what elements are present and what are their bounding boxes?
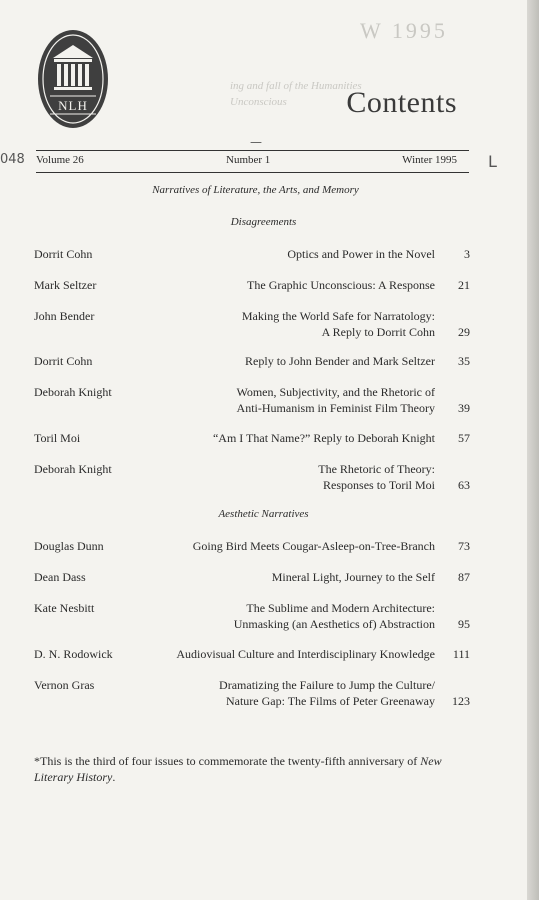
entry-title-line: “Am I That Name?” Reply to Deborah Knight	[212, 431, 435, 445]
entry-author: Kate Nesbitt	[34, 601, 95, 615]
bleed-through-text: ing and fall of the Humanities Unconscious	[230, 80, 362, 108]
entry-author: Deborah Knight	[34, 385, 112, 399]
entry-title	[242, 308, 435, 340]
entry-title	[272, 569, 435, 585]
logo-letters: NLH	[58, 98, 88, 113]
entry-page-number: 57	[458, 431, 470, 445]
entry-title	[287, 246, 435, 262]
entry-author: Dean Dass	[34, 570, 86, 584]
entry-title	[318, 461, 435, 493]
entry-title	[193, 538, 435, 554]
entry-title-line: Responses to Toril Moi	[323, 478, 435, 492]
entry-title-line: Reply to John Bender and Mark Seltzer	[245, 354, 435, 368]
header-rule-top	[36, 150, 469, 151]
entry-page-number: 39	[458, 401, 470, 415]
entry-page-number: 29	[458, 325, 470, 339]
entry-title	[247, 277, 435, 293]
entry-title-line: Nature Gap: The Films of Peter Greenaway	[225, 694, 435, 708]
entry-title-line: Women, Subjectivity, and the Rhetoric of	[236, 385, 435, 399]
entry-title-line: Optics and Power in the Novel	[287, 247, 435, 261]
entry-author: Mark Seltzer	[34, 278, 97, 292]
entry-author: D. N. Rodowick	[34, 647, 113, 661]
entry-page-number: 87	[458, 570, 470, 584]
entry-title-line: The Graphic Unconscious: A Response	[247, 278, 435, 292]
handwritten-note-left: 048	[0, 152, 25, 167]
entry-title-line: Making the World Safe for Narratology:	[241, 309, 435, 323]
date-label: Winter 1995	[402, 154, 457, 166]
entry-page-number: 3	[464, 247, 470, 261]
entry-page-number: 111	[452, 647, 470, 661]
entry-page-number: 21	[458, 278, 470, 292]
entry-author: Dorrit Cohn	[34, 354, 93, 368]
entry-author: Dorrit Cohn	[34, 247, 93, 261]
entry-page-number: 123	[452, 694, 470, 708]
entry-page-number: 95	[458, 617, 470, 631]
entry-author: Deborah Knight	[34, 462, 112, 476]
entry-page-number: 35	[458, 354, 470, 368]
header-rule-bottom	[36, 172, 469, 173]
page-edge	[527, 0, 539, 900]
entry-page-number: 63	[458, 478, 470, 492]
entry-author: Douglas Dunn	[34, 539, 104, 553]
entry-title	[236, 384, 435, 416]
entry-author: Vernon Gras	[34, 678, 95, 692]
page-title: Contents	[346, 86, 457, 119]
nlh-logo	[36, 28, 110, 130]
entry-title	[234, 600, 435, 632]
entry-title-line: Going Bird Meets Cougar-Asleep-on-Tree-Branch	[192, 539, 435, 553]
footnote: *This is the third of four issues to commemorate the twenty-fifth anniversary of New Literary History.	[34, 754, 442, 784]
entry-title-line: Anti-Humanism in Feminist Film Theory	[236, 401, 435, 415]
number-label: Number 1	[226, 154, 271, 166]
entry-author: Toril Moi	[34, 431, 81, 445]
issue-subtitle: Narratives of Literature, the Arts, and Memory	[152, 184, 359, 196]
entry-title-line: Mineral Light, Journey to the Self	[271, 570, 435, 584]
section-heading: Disagreements	[230, 216, 297, 228]
volume-label: Volume 26	[36, 154, 84, 166]
entry-author: John Bender	[34, 309, 95, 323]
entry-title-line: Unmasking (an Aesthetics of) Abstraction	[233, 617, 435, 631]
entry-title	[245, 353, 435, 369]
entry-title-line: Audiovisual Culture and Interdisciplinary Knowledge	[176, 647, 435, 661]
temple-icon	[36, 28, 110, 130]
handwritten-note-right: L	[488, 152, 497, 171]
entry-title-line: The Rhetoric of Theory:	[318, 462, 435, 476]
section-heading: Aesthetic Narratives	[218, 508, 309, 520]
entry-title-line: Dramatizing the Failure to Jump the Culture/	[219, 678, 435, 692]
entry-title-line: The Sublime and Modern Architecture:	[246, 601, 435, 615]
entry-title	[219, 677, 435, 709]
entry-page-number: 73	[458, 539, 470, 553]
entry-title	[176, 646, 435, 662]
handwritten-mark: —	[250, 135, 262, 149]
bleed-through-text-2: W 1995	[360, 18, 448, 43]
entry-title	[213, 430, 435, 446]
entry-title-line: A Reply to Dorrit Cohn	[321, 325, 435, 339]
